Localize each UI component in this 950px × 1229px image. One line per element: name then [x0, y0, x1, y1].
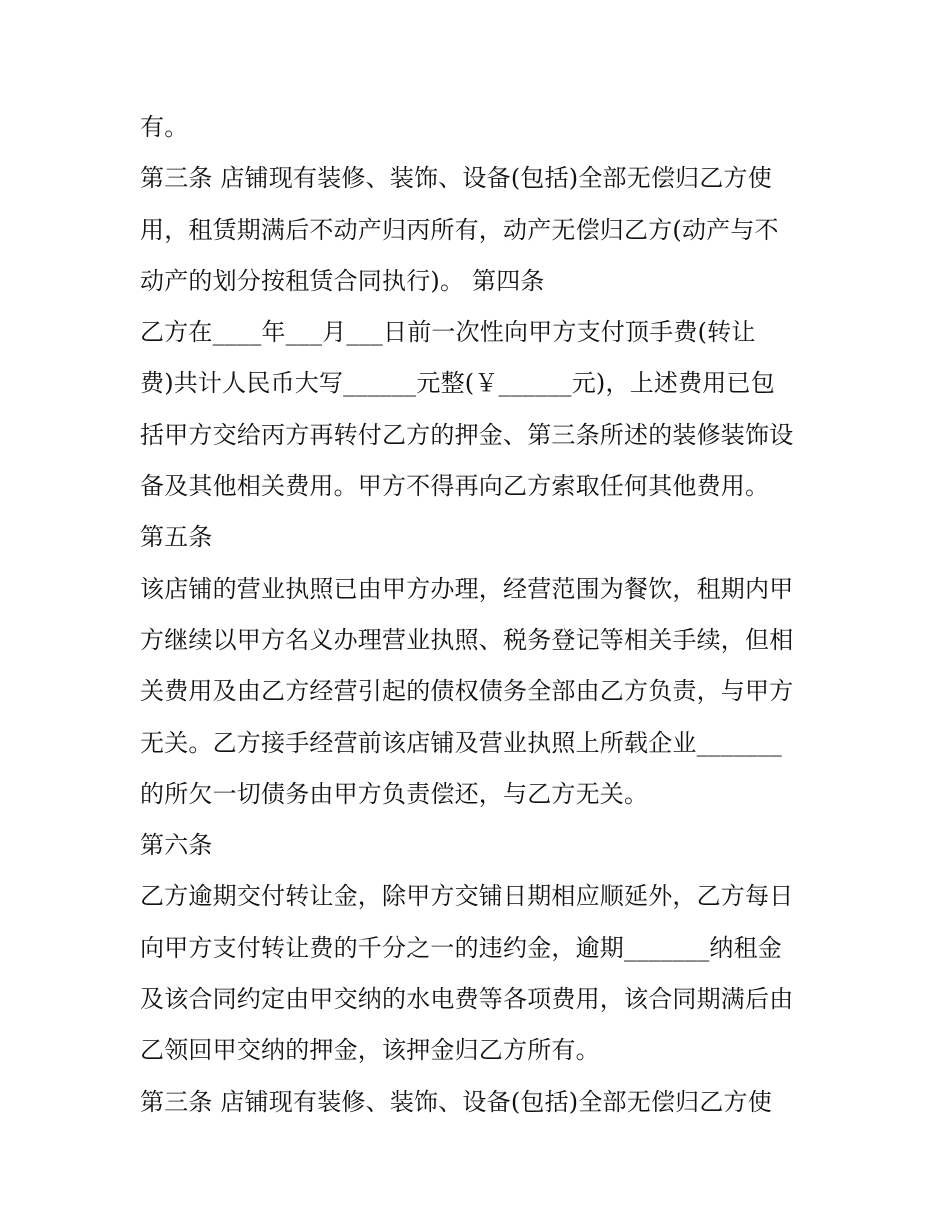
text-line: 乙方在____年___月___日前一次性向甲方支付顶手费(转让 — [140, 318, 756, 347]
text-line: 乙方逾期交付转让金，除甲方交铺日期相应顺延外，乙方每日 — [140, 882, 794, 911]
text-line: 费)共计人民币大写______元整(￥______元)，上述费用已包 — [140, 369, 775, 398]
text-line: 该店铺的营业执照已由甲方办理，经营范围为餐饮，租期内甲 — [140, 574, 794, 603]
text-line: 方继续以甲方名义办理营业执照、税务登记等相关手续，但相 — [140, 625, 794, 654]
text-line: 及该合同约定由甲交纳的水电费等各项费用，该合同期满后由 — [140, 985, 794, 1014]
text-line: 动产的划分按租赁合同执行)。 第四条 — [140, 266, 545, 295]
text-line: 第五条 — [140, 523, 213, 552]
text-line: 第三条 店铺现有装修、装饰、设备(包括)全部无偿归乙方使 — [140, 164, 772, 193]
text-line: 关费用及由乙方经营引起的债权债务全部由乙方负责，与甲方 — [140, 677, 794, 706]
text-line: 第六条 — [140, 831, 213, 860]
text-line: 无关。乙方接手经营前该店铺及营业执照上所载企业_______ — [140, 728, 782, 757]
text-line: 乙领回甲交纳的押金，该押金归乙方所有。 — [140, 1036, 600, 1065]
text-line: 的所欠一切债务由甲方负责偿还，与乙方无关。 — [140, 779, 649, 808]
text-line: 有。 — [140, 113, 189, 141]
document-body — [140, 102, 820, 1128]
text-line: 备及其他相关费用。甲方不得再向乙方索取任何其他费用。 — [140, 472, 770, 501]
text-line: 第三条 店铺现有装修、装饰、设备(包括)全部无偿归乙方使 — [140, 1087, 772, 1116]
text-line: 用，租赁期满后不动产归丙所有，动产无偿归乙方(动产与不 — [140, 215, 779, 244]
text-line: 括甲方交给丙方再转付乙方的押金、第三条所述的装修装饰设 — [140, 420, 794, 449]
text-line: 向甲方支付转让费的千分之一的违约金，逾期_______纳租金 — [140, 933, 782, 962]
